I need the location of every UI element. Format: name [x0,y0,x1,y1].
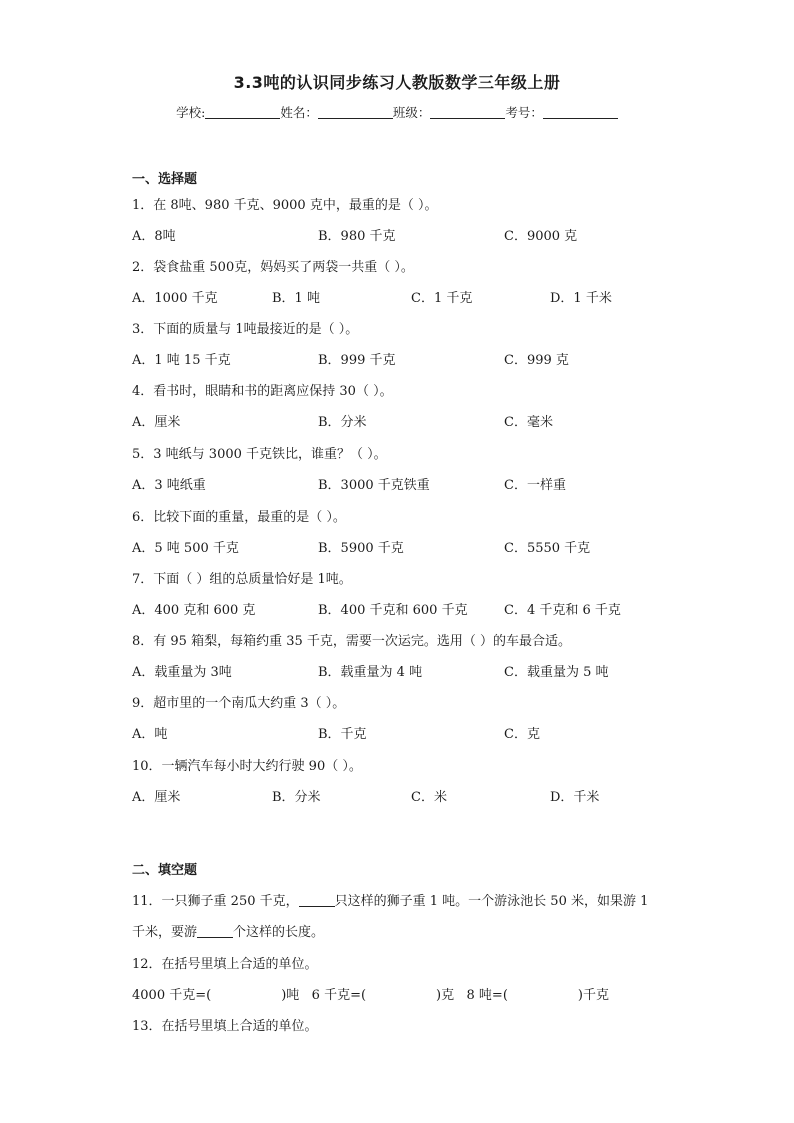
q6-option-b[interactable]: B．5900 千克 [318,541,404,556]
question-2: 2．袋食盐重 500克，妈妈买了两袋一共重（ ）。 [132,260,414,275]
q12-fill-3-right: )千克 [577,988,609,1003]
question-13: 13．在括号里填上合适的单位。 [132,1019,318,1034]
question-5: 5．3 吨纸与 3000 千克铁比，谁重？（ ）。 [132,447,387,462]
q10-option-b[interactable]: B．分米 [272,790,321,805]
q5-option-b[interactable]: B．3000 千克铁重 [318,478,430,493]
q11-text-2: 只这样的狮子重 1 吨。一个游泳池长 50 米，如果游 1 [334,894,649,909]
q8-option-a[interactable]: A．载重量为 3吨 [132,665,232,680]
q10-option-a[interactable]: A．厘米 [132,790,181,805]
q12-fill-1-left: 4000 千克=( [132,988,212,1003]
student-info-line [0,103,794,121]
q8-option-b[interactable]: B．载重量为 4 吨 [318,665,423,680]
q1-option-b[interactable]: B．980 千克 [318,229,396,244]
q3-option-b[interactable]: B．999 千克 [318,353,396,368]
q7-option-c[interactable]: C．4 千克和 6 千克 [504,603,621,618]
q9-option-c[interactable]: C．克 [504,727,540,742]
q11-blank-2[interactable] [197,923,233,938]
q12-fill-2-left: 6 千克=( [311,988,367,1003]
section-fill-heading: 二、填空题 [132,863,198,878]
q11-blank-1[interactable] [299,892,335,907]
question-4: 4．看书时，眼睛和书的距离应保持 30（ ）。 [132,384,393,399]
section-choice-heading: 一、选择题 [132,172,198,187]
name-blank[interactable] [318,104,393,119]
question-6: 6．比较下面的重量，最重的是（ ）。 [132,510,346,525]
question-11-line-1 [132,890,648,909]
q12-fill-2-right: )克 [436,988,455,1003]
question-1: 1．在 8吨、980 千克、9000 克中，最重的是（ ）。 [132,198,438,213]
q1-option-c[interactable]: C．9000 克 [504,229,578,244]
school-label: 学校: [176,105,206,120]
exam-no-blank[interactable] [543,104,618,119]
question-12-fill-line [132,984,609,1003]
q8-option-c[interactable]: C．载重量为 5 吨 [504,665,609,680]
question-9: 9．超市里的一个南瓜大约重 3（ ）。 [132,696,346,711]
q12-fill-1-right: )吨 [281,988,300,1003]
question-8: 8．有 95 箱梨，每箱约重 35 千克，需要一次运完。选用（ ）的车最合适。 [132,634,572,649]
q12-fill-3-left: 8 吨=( [466,988,508,1003]
q4-option-c[interactable]: C．毫米 [504,415,553,430]
question-11-line-2 [132,921,324,940]
class-blank[interactable] [430,104,505,119]
question-3: 3．下面的质量与 1吨最接近的是（ ）。 [132,322,359,337]
school-blank[interactable] [205,104,280,119]
q11-text-1: 11．一只狮子重 250 千克， [132,894,299,909]
q2-option-d[interactable]: D．1 千米 [550,291,612,306]
q11-text-3: 千米，要游 [132,925,198,940]
q11-text-4: 个这样的长度。 [233,925,325,940]
q10-option-d[interactable]: D．千米 [550,790,600,805]
q9-option-a[interactable]: A．吨 [132,727,168,742]
q2-option-a[interactable]: A．1000 千克 [132,291,218,306]
q2-option-b[interactable]: B．1 吨 [272,291,320,306]
q3-option-c[interactable]: C．999 克 [504,353,569,368]
exam-no-label: 考号： [505,105,543,120]
q6-option-a[interactable]: A．5 吨 500 千克 [132,541,239,556]
page-title: 3.3吨的认识同步练习人教版数学三年级上册 [233,73,561,92]
q4-option-a[interactable]: A．厘米 [132,415,181,430]
q1-option-a[interactable]: A．8吨 [132,229,176,244]
name-label: 姓名： [280,105,318,120]
question-12: 12．在括号里填上合适的单位。 [132,957,318,972]
question-7: 7．下面（ ）组的总质量恰好是 1吨。 [132,572,352,587]
q4-option-b[interactable]: B．分米 [318,415,367,430]
class-label: 班级： [392,105,431,120]
q9-option-b[interactable]: B．千克 [318,727,367,742]
q6-option-c[interactable]: C．5550 千克 [504,541,591,556]
q7-option-b[interactable]: B．400 千克和 600 千克 [318,603,468,618]
q7-option-a[interactable]: A．400 克和 600 克 [132,603,256,618]
q10-option-c[interactable]: C．米 [411,790,447,805]
q5-option-c[interactable]: C．一样重 [504,478,566,493]
q3-option-a[interactable]: A．1 吨 15 千克 [132,353,231,368]
q5-option-a[interactable]: A．3 吨纸重 [132,478,206,493]
question-10: 10．一辆汽车每小时大约行驶 90（ ）。 [132,759,362,774]
q2-option-c[interactable]: C．1 千克 [411,291,473,306]
